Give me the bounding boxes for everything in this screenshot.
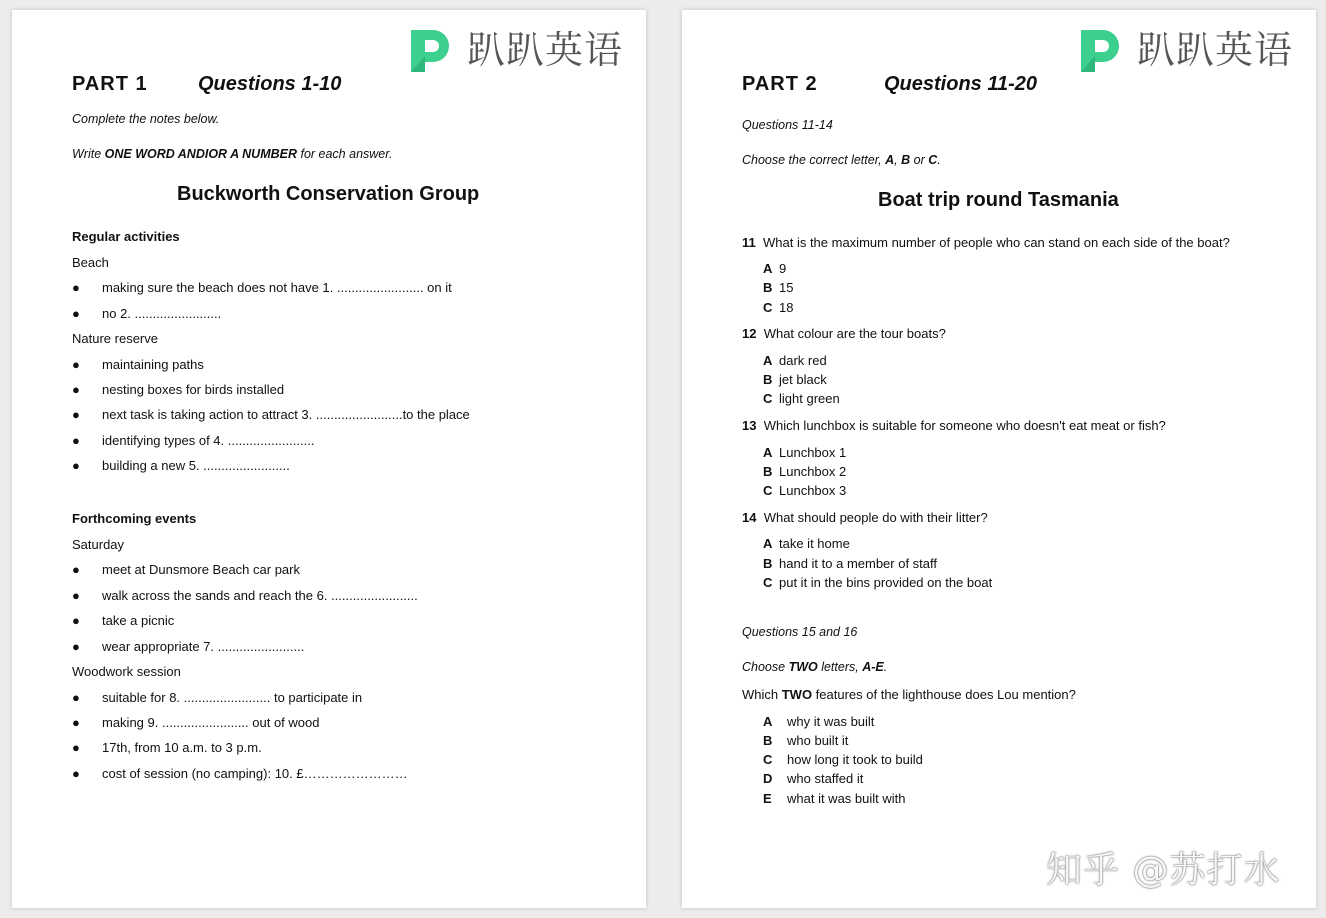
label-woodwork: Woodwork session [72, 664, 181, 679]
option-item: E what it was built with [763, 791, 906, 806]
part-questions: Questions 11-20 [884, 73, 1038, 95]
option-item: A 9 [763, 261, 787, 276]
option-item: C put it in the bins provided on the boat [763, 575, 993, 590]
option-item: C Lunchbox 3 [763, 483, 847, 498]
option-item: C how long it took to build [763, 752, 923, 767]
brand-logo-text: 趴趴英语 [1137, 28, 1294, 72]
instruction-choose-letter: Choose the correct letter, A, B or C. [742, 153, 941, 167]
option-item: D who staffed it [763, 771, 864, 786]
question-11: 11 What is the maximum number of people who can stand on each side of the boat? [742, 235, 1230, 250]
option-item: B who built it [763, 733, 849, 748]
label-nature-reserve: Nature reserve [72, 331, 158, 346]
section-title-regular: Regular activities [72, 229, 180, 244]
question-15-16: Which TWO features of the lighthouse does Lou mention? [742, 687, 1076, 702]
option-item: A take it home [763, 536, 850, 551]
option-item: B 15 [763, 280, 794, 295]
subhead-questions-15-16: Questions 15 and 16 [742, 625, 858, 639]
option-item: C light green [763, 391, 840, 406]
brand-logo-text: 趴趴英语 [467, 28, 624, 72]
option-item: B jet black [763, 372, 827, 387]
brand-logo-icon [1079, 26, 1123, 74]
subhead-questions-11-14: Questions 11-14 [742, 118, 833, 132]
document-heading: Boat trip round Tasmania [878, 189, 1119, 211]
brand-logo-icon [409, 26, 453, 74]
brand-logo [1079, 26, 1293, 74]
part-questions: Questions 1-10 [198, 73, 342, 95]
option-item: A dark red [763, 353, 827, 368]
worksheet-page-part1: 趴趴英语 PART 1 Questions 1-10 Complete the notes below. Write ONE WORD ANDIOR A NUMBER for each answer. Buckworth Conservation Group Regular activities Beach ● making sure the beach does not have 1. ........................ on it ● no 2. ........................ Nature reserve ● maintaining paths ● nesting boxes for birds installed ● next task is taking action to attract 3. ........................to the place ● identifying types of 4. ........................ ● building a new 5. ........................ Forthcoming events Saturday ● meet at Dunsmore Beach car park ● walk across the sands and reach the 6. ........................ ● take a picnic ● wear appropriate 7. ........................ Woodwork session ● suitable for 8. ........................ to participate in ● making 9. ........................ out of wood ● 17th, from 10 a.m. to 3 p.m. ● cost of session (no camping): 10. £…………………… [12, 10, 646, 908]
question-14: 14 What should people do with their litter? [742, 510, 988, 525]
instruction-complete: Complete the notes below. [72, 112, 220, 126]
option-item: B hand it to a member of staff [763, 556, 938, 571]
label-beach: Beach [72, 255, 109, 270]
option-item: B Lunchbox 2 [763, 464, 847, 479]
part-label: PART 2 [742, 73, 818, 95]
instruction-choose-two: Choose TWO letters, A-E. [742, 660, 888, 674]
part-label: PART 1 [72, 73, 148, 95]
brand-logo [409, 26, 623, 74]
question-13: 13 Which lunchbox is suitable for someone who doesn't eat meat or fish? [742, 418, 1166, 433]
instruction-write: Write ONE WORD ANDIOR A NUMBER for each answer. [72, 147, 393, 161]
option-item: A Lunchbox 1 [763, 445, 847, 460]
section-title-forthcoming: Forthcoming events [72, 511, 197, 526]
question-12: 12 What colour are the tour boats? [742, 326, 946, 341]
option-item: C 18 [763, 300, 794, 315]
label-saturday: Saturday [72, 537, 125, 552]
option-item: A why it was built [763, 714, 875, 729]
watermark-text: 知乎 @苏打水 [1046, 850, 1281, 891]
document-heading: Buckworth Conservation Group [177, 183, 480, 205]
worksheet-page-part2 [682, 10, 1316, 908]
